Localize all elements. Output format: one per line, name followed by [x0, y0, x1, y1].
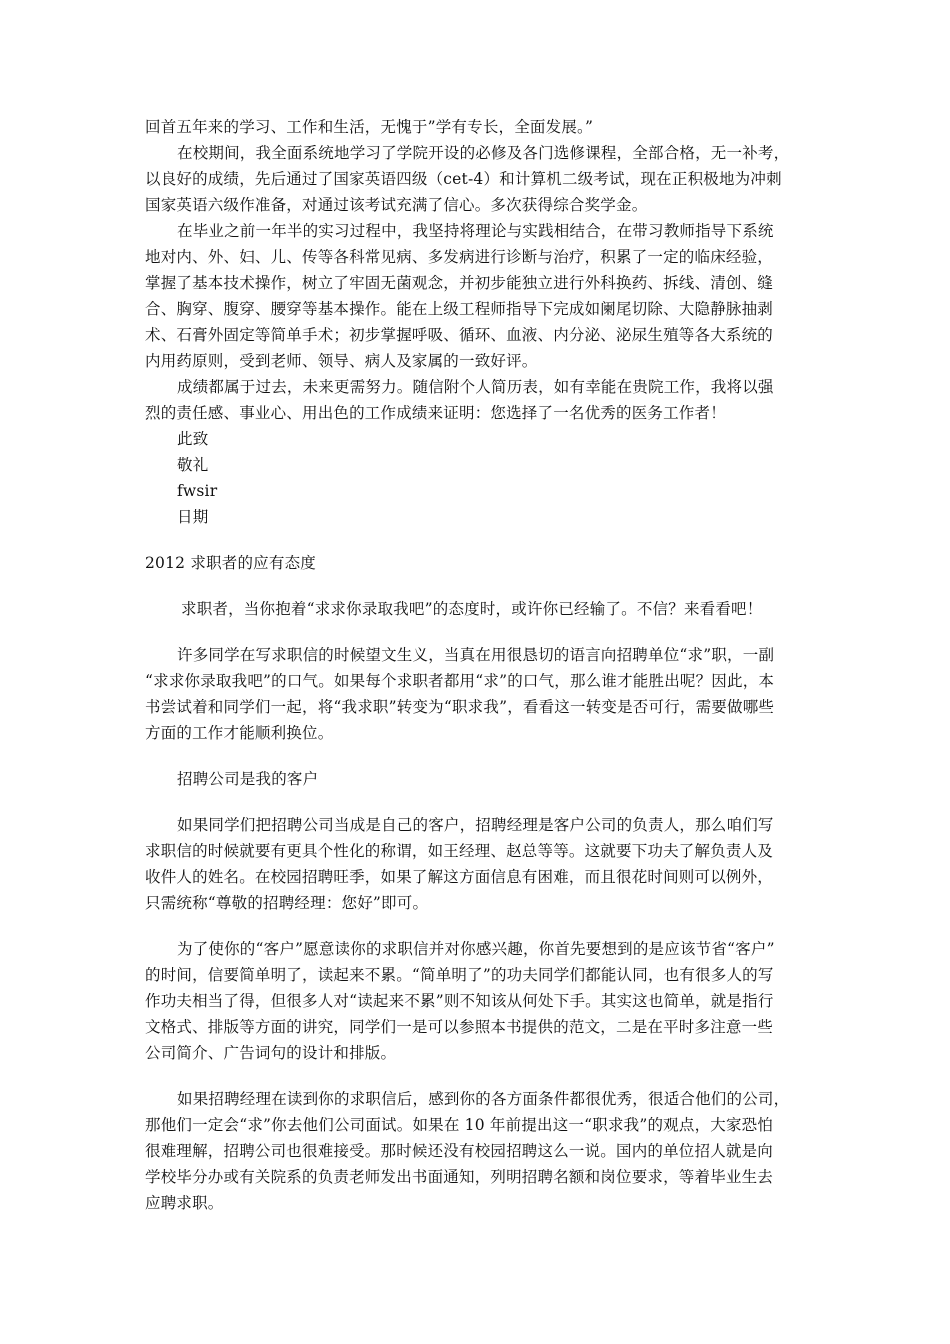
closing-line: 此致	[177, 430, 209, 448]
article-paragraph-1	[145, 642, 807, 746]
article-paragraph-2	[145, 812, 807, 916]
text-line: “求求你录取我吧”的口气。如果每个求职者都用“求”的口气，那么谁才能胜出呢？因此，本	[145, 672, 775, 690]
text-line: 成绩都属于过去，未来更需努力。随信附个人简历表，如有幸能在贵院工作，我将以强	[177, 378, 774, 396]
date-line: 日期	[177, 508, 209, 526]
text-line: 那他们一定会“求”你去他们公司面试。如果在 10 年前提出这一“职求我”的观点，大家恐怕	[145, 1116, 774, 1134]
text-line: 公司简介、广告词句的设计和排版。	[145, 1044, 397, 1062]
article-paragraph-3	[145, 936, 807, 1066]
letter-closing	[145, 426, 807, 530]
text-line: 文格式、排版等方面的讲究，同学们一是可以参照本书提供的范文，二是在平时多注意一些	[145, 1018, 774, 1036]
article-title: 2012 求职者的应有态度	[145, 554, 316, 572]
article-paragraph-4	[145, 1086, 807, 1216]
text-line: 应聘求职。	[145, 1194, 224, 1212]
text-line: 回首五年来的学习、工作和生活，无愧于”学有专长，全面发展。”	[145, 118, 594, 136]
text-line: 如果招聘经理在读到你的求职信后，感到你的各方面条件都很优秀，很适合他们的公司，	[177, 1090, 790, 1108]
text-line: 很难理解，招聘公司也很难接受。那时候还没有校园招聘这么一说。国内的单位招人就是向	[145, 1142, 774, 1160]
text-line: 求职信的时候就要有更具个性化的称谓，如王经理、赵总等等。这就要下功夫了解负责人及	[145, 842, 774, 860]
text-line: 如果同学们把招聘公司当成是自己的客户，招聘经理是客户公司的负责人，那么咱们写	[177, 816, 774, 834]
text-line: 许多同学在写求职信的时候望文生义，当真在用很恳切的语言向招聘单位“求”职，一副	[177, 646, 775, 664]
text-line: 为了使你的“客户”愿意读你的求职信并对你感兴趣，你首先要想到的是应该节省“客户”	[177, 940, 775, 958]
text-line: 只需统称“尊敬的招聘经理：您好”即可。	[145, 894, 429, 912]
text-line: 招聘公司是我的客户	[177, 770, 319, 788]
text-line: 以良好的成绩，先后通过了国家英语四级（cet-4）和计算机二级考试，现在正积极地为冲刺	[145, 170, 782, 188]
text-line: 书尝试着和同学们一起，将“我求职”转变为“职求我”，看看这一转变是否可行，需要做哪些	[145, 698, 775, 716]
text-line: 作功夫相当了得，但很多人对“读起来不累”则不知该从何处下手。其实这也简单，就是指行	[145, 992, 774, 1010]
article-intro	[145, 596, 807, 622]
letter-paragraph-1	[145, 140, 807, 218]
text-line: 收件人的姓名。在校园招聘旺季，如果了解这方面信息有困难，而且很花时间则可以例外，	[145, 868, 774, 886]
text-line: 地对内、外、妇、儿、传等各科常见病、多发病进行诊断与治疗，积累了一定的临床经验，	[145, 248, 774, 266]
text-line: 方面的工作才能顺利换位。	[145, 724, 334, 742]
letter-paragraph-2	[145, 218, 807, 374]
letter-paragraph-3	[145, 374, 807, 426]
text-line: 的时间，信要简单明了，读起来不累。“简单明了”的功夫同学们都能认同，也有很多人的写	[145, 966, 774, 984]
text-line: 术、石膏外固定等简单手术；初步掌握呼吸、循环、血液、内分泌、泌尿生殖等各大系统的	[145, 326, 774, 344]
closing-line: 敬礼	[177, 456, 209, 474]
signature: fwsir	[177, 482, 218, 500]
text-line: 烈的责任感、事业心、用出色的工作成绩来证明：您选择了一名优秀的医务工作者！	[145, 404, 726, 422]
text-line: 学校毕分办或有关院系的负责老师发出书面通知，列明招聘名额和岗位要求，等着毕业生去	[145, 1168, 774, 1186]
text-line: 在毕业之前一年半的实习过程中，我坚持将理论与实践相结合，在带习教师指导下系统	[177, 222, 774, 240]
article-subheading	[145, 766, 807, 792]
text-line: 国家英语六级作准备，对通过该考试充满了信心。多次获得综合奖学金。	[145, 196, 648, 214]
text-line: 合、胸穿、腹穿、腰穿等基本操作。能在上级工程师指导下完成如阑尾切除、大隐静脉抽剥	[145, 300, 774, 318]
text-line: 掌握了基本技术操作，树立了牢固无菌观念，并初步能独立进行外科换药、拆线、清创、缝	[145, 274, 774, 292]
document-page	[145, 114, 807, 1216]
text-line: 内用药原则，受到老师、领导、病人及家属的一致好评。	[145, 352, 538, 370]
letter-paragraph-0	[145, 114, 807, 140]
text-line: 在校期间，我全面系统地学习了学院开设的必修及各门选修课程，全部合格，无一补考，	[177, 144, 790, 162]
text-line: 求职者，当你抱着“求求你录取我吧”的态度时，或许你已经输了。不信？来看看吧！	[181, 600, 763, 618]
